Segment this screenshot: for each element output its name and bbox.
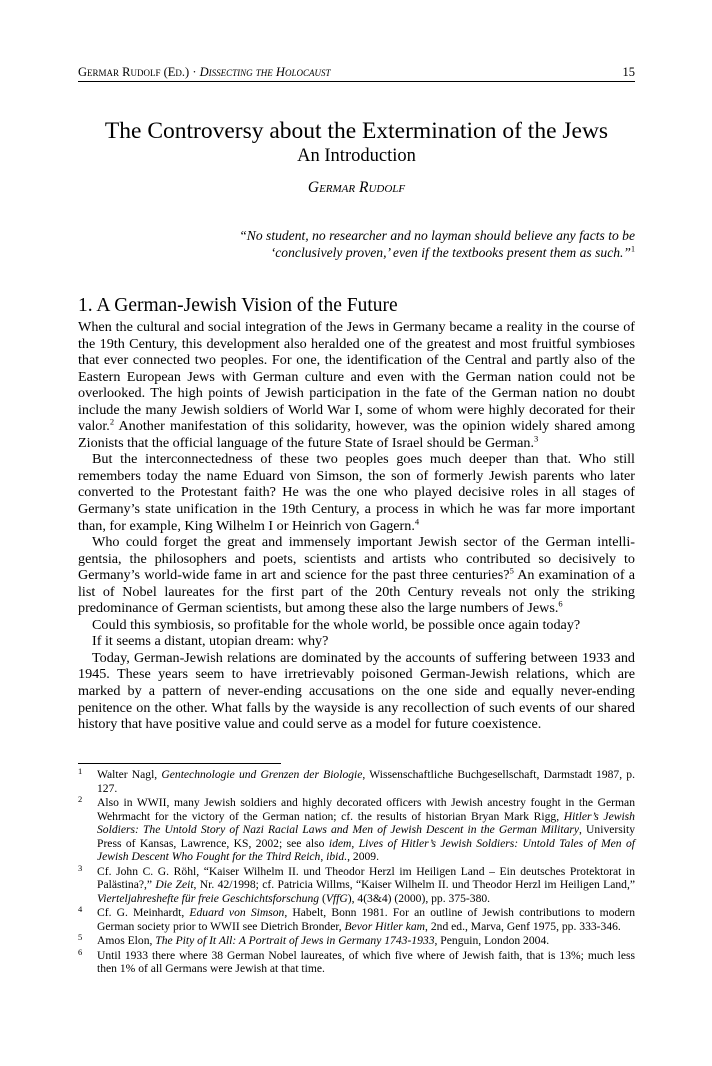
footnote	[78, 906, 635, 933]
footnote-number: 4	[78, 904, 83, 914]
footnote-work-title: Gentechnologie und Grenzen der Biologie	[161, 768, 363, 781]
running-header	[78, 64, 635, 82]
footnote-text: ), 4(3&4) (2000), pp. 375-380.	[347, 891, 491, 905]
header-title	[78, 65, 330, 79]
header-book-title: Dissecting the Holocaust	[199, 65, 331, 79]
footnote-ref[interactable]: 4	[414, 515, 420, 526]
document-page	[78, 0, 635, 1066]
paragraph	[78, 534, 635, 617]
footnote	[78, 796, 635, 864]
footnote-work-title: idem	[328, 836, 352, 850]
footnote-divider	[78, 763, 281, 764]
paragraph: Today, German-Jewish relations are dominated by the accounts of suffering between 1933 and 1945. These years seem to have irretrievably poisoned German-Jewish relations, which are marked by a pattern of never-ending accusations on the one side and equally never-ending penitence on the other. What falls by the wayside is any recollection of such events of our shared history that have positive value and could serve as a model for future coexistence.	[78, 649, 635, 733]
chapter-author: Germar Rudolf	[307, 179, 406, 196]
footnote	[78, 768, 635, 795]
footnote-text: Cf. John C. G. Röhl, “Kaiser Wilhelm II. und Theodor Herzl im Heiligen Land – Ein deutsches Protektorat in Palästina?,”	[97, 864, 635, 891]
epigraph-line-2	[175, 245, 635, 262]
footnote-number: 6	[78, 946, 83, 957]
footnote-work-title: Bevor Hitler kam	[344, 919, 426, 933]
footnote-number: 5	[78, 932, 83, 942]
paragraph-text: Another manifestation of this solidarity, however, was the opinion widely shared among Zionists that the official language of the future State of Israel should be German.	[78, 418, 635, 451]
footnotes	[78, 768, 635, 977]
footnote-work-title: Eduard von Simson	[189, 906, 285, 919]
footnote-work-title: Lives of Hitler’s Jewish Soldiers: Untold Tales of Men of Jewish Descent Who Fought for the Third Reich	[97, 836, 635, 863]
chapter-title: The Controversy about the Extermination of the Jews	[104, 118, 609, 144]
footnote-text: Until 1933 there where 38 German Nobel laureates, of which five where of Jewish faith, that is 13%; much less then 1% of all Germans were Jewish at that time.	[97, 948, 635, 975]
epigraph-line-1: “No student, no researcher and no layman should believe any facts to be	[239, 228, 635, 243]
paragraph-text: An examination of a list of Nobel laureates for the first part of the 20th Century reveals not only the striking predominance of German scientists, but among these also the large numbers of Jews.	[78, 567, 635, 617]
paragraph	[78, 451, 635, 534]
footnote	[78, 934, 635, 948]
paragraph: If it seems a distant, utopian dream: why?	[92, 633, 329, 650]
header-author: Germar Rudolf (Ed.)	[78, 65, 190, 79]
footnote-work-title: Hitler’s Jewish Soldiers: The Untold Story of Nazi Racial Laws and Men of Jewish Descent in the German Military	[97, 809, 635, 836]
footnote-number: 3	[78, 862, 83, 873]
footnote-text: (	[319, 891, 326, 905]
footnote-text: Amos Elon,	[97, 934, 156, 947]
footnote-text: ,	[351, 836, 359, 850]
footnote	[78, 862, 635, 906]
footnote-text: , Habelt, Bonn 1981. For an outline of Jewish contributions to modern German society prior to WWII see Dietrich Bronder,	[97, 906, 635, 933]
footnote-ref[interactable]: 6	[558, 598, 563, 609]
footnote-number: 2	[78, 794, 83, 804]
footnote-text: ,	[320, 850, 327, 863]
header-separator: ·	[189, 65, 200, 79]
paragraph-text: Who could forget the great and immensely important Jewish sector of the German intelligentsia, the philosophers and poets, scientists and artists who contributed so decisively to Germany’s world-wide fame in art and science for the past three centuries?	[78, 534, 635, 584]
footnote-work-title: Die Zeit	[155, 878, 194, 891]
footnote-text: , Nr. 42/1998; cf. Patricia Willms, “Kaiser Wilhelm II. und Theodor Herzl im Heiligen Land,”	[193, 878, 635, 891]
section-heading: 1. A German-Jewish Vision of the Future	[78, 295, 398, 316]
footnote-work-title: ibid.	[326, 850, 348, 863]
footnote-ref[interactable]: 1	[631, 244, 635, 254]
paragraph-text: When the cultural and social integration of the Jews in Germany became a reality in the course of the 19th Century, this development also heralded one of the greatest and most fruitful symbioses that ever connected two peoples. For one, the identification of the Central and partly also of the Eastern European Jews with German culture and even with the German nation could not be overlooked. The high points of Jewish participation in the fate of the German nation no doubt include the many Jewish soldiers of World War I, some of whom were highly decorated for their valor.	[78, 319, 635, 435]
footnote-text: Cf. G. Meinhardt,	[97, 906, 190, 919]
footnote-text: , Penguin, London 2004.	[434, 934, 550, 947]
footnote	[78, 946, 635, 976]
footnote-text: Also in WWII, many Jewish soldiers and highly decorated officers with Jewish ancestry fought in the German Wehrmacht for the victory of the German nation; cf. the results of historian Bryan Mark Rigg,	[97, 796, 635, 823]
footnote-work-title: VffG	[325, 891, 348, 905]
footnote-text: , Wissenschaftliche Buchgesellschaft, Darmstadt 1987, p. 127.	[97, 768, 635, 795]
footnote-number: 1	[78, 766, 83, 776]
footnote-text: , 2009.	[347, 850, 379, 863]
footnote-work-title: Vierteljahreshefte für freie Geschichtsforschung	[97, 891, 320, 905]
footnote-work-title: The Pity of It All: A Portrait of Jews in Germany 1743-1933	[155, 934, 435, 947]
footnote-text: , 2nd ed., Marva, Genf 1975, pp. 333-346.	[425, 919, 621, 933]
footnote-ref[interactable]: 2	[109, 416, 115, 427]
title-block	[78, 118, 635, 198]
footnote-ref[interactable]: 3	[534, 433, 539, 444]
footnote-text: , University Press of Kansas, Lawrence, KS, 2002; see also	[97, 823, 635, 850]
paragraph	[78, 319, 635, 451]
epigraph	[175, 228, 635, 261]
footnote-ref[interactable]: 5	[509, 565, 514, 576]
page-number: 15	[622, 65, 635, 79]
body-text	[78, 319, 635, 733]
chapter-subtitle: An Introduction	[297, 146, 416, 166]
paragraph-text: But the interconnectedness of these two peoples goes much deeper than that. Who still remembers today the name Eduard von Simson, the son of formerly Jewish parents who later converted to the Protestant faith? He was the one who played decisive roles in all stages of Germany’s state unification in the 19th Century, a process in which he was far more important than, for example, King Wilhelm I or Heinrich von Gagern.	[78, 451, 635, 534]
epigraph-line-2-text: ‘conclusively proven,’ even if the textbooks present them as such.”	[270, 244, 631, 260]
paragraph: Could this symbiosis, so profitable for the whole world, be possible once again today?	[92, 616, 581, 633]
footnote-text: Walter Nagl,	[97, 768, 162, 781]
